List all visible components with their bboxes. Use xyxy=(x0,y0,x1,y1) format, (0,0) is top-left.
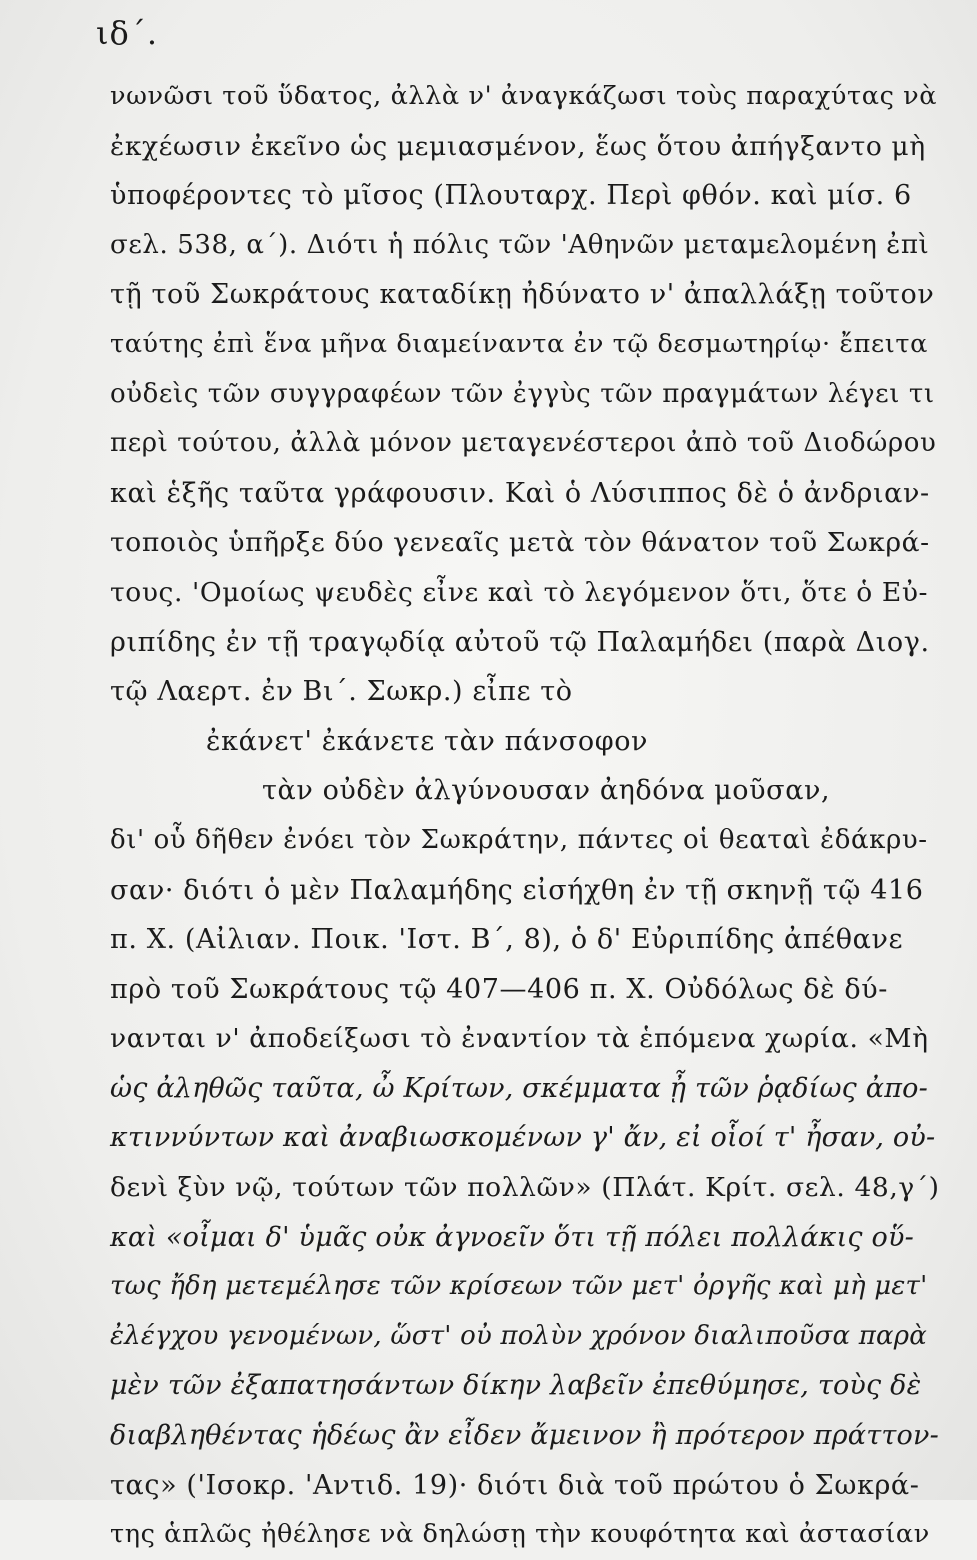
text-line: περὶ τούτου, ἀλλὰ μόνον μεταγενέστεροι ἀπὸ τοῦ Διοδώρου xyxy=(110,428,937,459)
quoted-line: διαβληθέντας ἡδέως ἂν εἶδεν ἄμεινον ἢ πρότερον πράττον- xyxy=(110,1420,939,1452)
text-line: ἐκχέωσιν ἐκεῖνο ὡς μεμιασμένον, ἕως ὅτου ἀπήγξαντο μὴ xyxy=(110,130,926,162)
quoted-line: καὶ «οἶμαι δ' ὑμᾶς οὐκ ἀγνοεῖν ὅτι τῇ πόλει πολλάκις οὕ- xyxy=(110,1221,914,1253)
page-number: ιδ΄. xyxy=(96,14,158,52)
quoted-line: ὡς ἀληθῶς ταῦτα, ὦ Κρίτων, σκέμματα ᾖ τῶν ῥᾳδίως ἀπο- xyxy=(110,1072,928,1104)
text-line: σελ. 538, α΄). Διότι ἡ πόλις τῶν 'Αθηνῶν μεταμελομένη ἐπὶ xyxy=(110,229,930,260)
text-line: τοποιὸς ὑπῆρξε δύο γενεαῖς μετὰ τὸν θάνατον τοῦ Σωκρά- xyxy=(110,527,930,559)
text-line: ταύτης ἐπὶ ἕνα μῆνα διαμείναντα ἐν τῷ δεσμωτηρίῳ· ἔπειτα xyxy=(110,328,928,359)
text-line: οὐδεὶς τῶν συγγραφέων τῶν ἐγγὺς τῶν πραγμάτων λέγει τι xyxy=(110,378,935,409)
text-line: της ἁπλῶς ἠθέλησε νὰ δηλώσῃ τὴν κουφότητα καὶ ἀστασίαν xyxy=(110,1519,930,1550)
text-line: καὶ ἑξῆς ταῦτα γράφουσιν. Καὶ ὁ Λύσιππος δὲ ὁ ἀνδριαν- xyxy=(110,477,930,509)
text-line: τῷ Λαερτ. ἐν Βι΄. Σωκρ.) εἶπε τὸ xyxy=(110,676,573,708)
verse-line: τὰν οὐδὲν ἀλγύνουσαν ἀηδόνα μοῦσαν, xyxy=(262,775,831,807)
text-line: νανται ν' ἀποδείξωσι τὸ ἐναντίον τὰ ἑπόμενα χωρία. «Μὴ xyxy=(110,1023,929,1055)
text-line: τας» ('Ισοκρ. 'Αντιδ. 19)· διότι διὰ τοῦ πρώτου ὁ Σωκρά- xyxy=(110,1469,920,1501)
quoted-line: ἐλέγχου γενομένων, ὥστ' οὐ πολὺν χρόνον διαλιποῦσα παρὰ xyxy=(110,1320,928,1351)
text-line: τῇ τοῦ Σωκράτους καταδίκῃ ἠδύνατο ν' ἀπαλλάξῃ τοῦτον xyxy=(110,279,935,311)
body-text xyxy=(110,72,940,1560)
quoted-line: κτιννύντων καὶ ἀναβιωσκομένων γ' ἄν, εἰ οἷοί τ' ἦσαν, οὐ- xyxy=(110,1122,936,1154)
text-line: δενὶ ξὺν νῷ, τούτων τῶν πολλῶν» (Πλάτ. Κρίτ. σελ. 48,γ΄) xyxy=(110,1172,940,1204)
text-line: ὑποφέροντες τὸ μῖσος (Πλουταρχ. Περὶ φθόν. καὶ μίσ. 6 xyxy=(110,180,912,212)
quoted-line: τως ἤδη μετεμέλησε τῶν κρίσεων τῶν μετ' ὀργῆς καὶ μὴ μετ' xyxy=(110,1271,928,1302)
text-line: π. Χ. (Αἰλιαν. Ποικ. 'Ιστ. Β΄, 8), ὁ δ' Εὐριπίδης ἀπέθανε xyxy=(110,924,904,956)
text-line: πρὸ τοῦ Σωκράτους τῷ 407—406 π. Χ. Οὐδόλως δὲ δύ- xyxy=(110,973,888,1005)
text-line: σαν· διότι ὁ μὲν Παλαμήδης εἰσήχθη ἐν τῇ σκηνῇ τῷ 416 xyxy=(110,874,924,906)
text-line: τους. 'Ομοίως ψευδὲς εἶνε καὶ τὸ λεγόμενον ὅτι, ὅτε ὁ Εὐ- xyxy=(110,576,929,608)
text-line: νωνῶσι τοῦ ὕδατος, ἀλλὰ ν' ἀναγκάζωσι τοὺς παραχύτας νὰ xyxy=(110,81,938,111)
text-line: ριπίδης ἐν τῇ τραγῳδίᾳ αὐτοῦ τῷ Παλαμήδει (παρὰ Διογ. xyxy=(110,626,930,658)
text-line: δι' οὗ δῆθεν ἐνόει τὸν Σωκράτην, πάντες οἱ θεαταὶ ἐδάκρυ- xyxy=(110,824,928,855)
quoted-line: μὲν τῶν ἐξαπατησάντων δίκην λαβεῖν ἐπεθύμησε, τοὺς δὲ xyxy=(110,1370,922,1402)
verse-line: ἐκάνετ' ἐκάνετε τὰν πάνσοφον xyxy=(206,725,649,757)
